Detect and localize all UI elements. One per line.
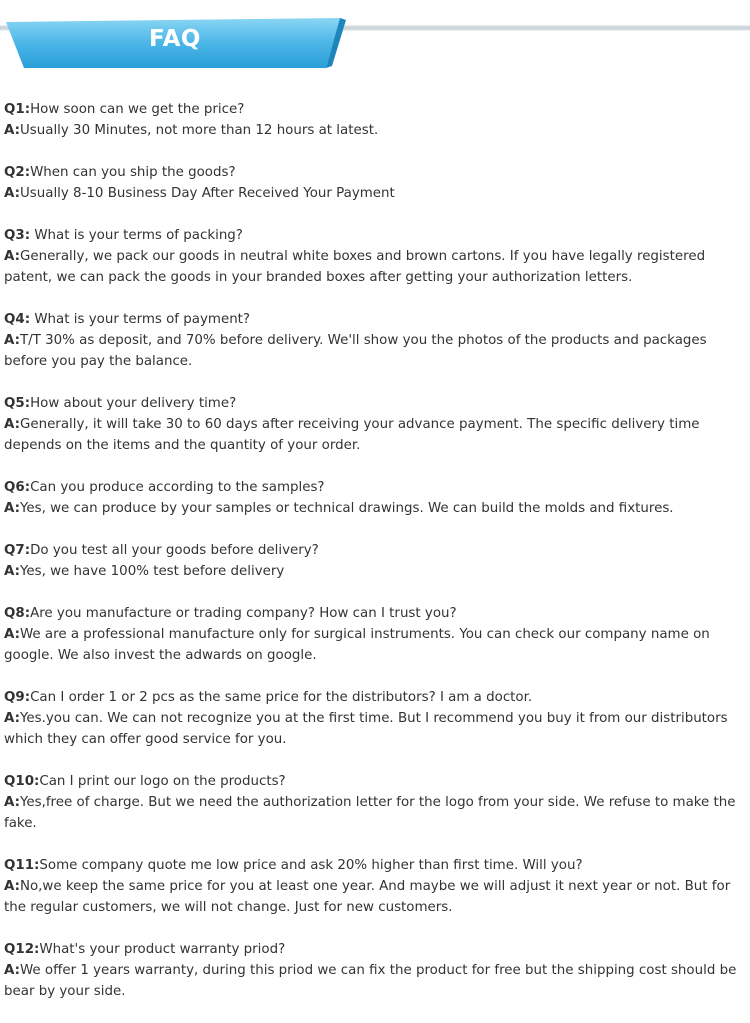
answer-line — [4, 246, 748, 288]
question-line — [4, 309, 748, 330]
faq-list — [4, 99, 748, 1023]
question-line — [4, 225, 748, 246]
question-tag: Q5: — [4, 396, 31, 411]
faq-item — [4, 162, 748, 204]
faq-item — [4, 687, 748, 750]
question-text: Can I print our logo on the products? — [39, 774, 286, 789]
faq-item — [4, 225, 748, 288]
answer-text: Yes, we have 100% test before delivery — [19, 564, 285, 579]
question-tag: Q7: — [4, 543, 31, 558]
answer-text: Usually 30 Minutes, not more than 12 hours at latest. — [19, 123, 379, 138]
answer-text: Yes,free of charge. But we need the authorization letter for the logo from your side. We refuse to make the fake. — [4, 795, 736, 831]
faq-item — [4, 603, 748, 666]
question-tag: Q4: — [4, 312, 31, 327]
question-text: When can you ship the goods? — [30, 165, 236, 180]
answer-line — [4, 960, 748, 1002]
answer-tag: A: — [4, 501, 20, 516]
question-line — [4, 477, 748, 498]
answer-line — [4, 414, 748, 456]
answer-line — [4, 624, 748, 666]
answer-tag: A: — [4, 333, 20, 348]
question-text: What is your terms of packing? — [30, 228, 243, 243]
question-tag: Q11: — [4, 858, 40, 873]
question-tag: Q1: — [4, 102, 31, 117]
question-text: Some company quote me low price and ask 20% higher than first time. Will you? — [39, 858, 583, 873]
faq-item — [4, 477, 748, 519]
answer-text: Generally, we pack our goods in neutral white boxes and brown cartons. If you have legally registered patent, we can pack the goods in your branded boxes after getting your authorization letters. — [4, 249, 706, 285]
question-line — [4, 771, 748, 792]
answer-text: T/T 30% as deposit, and 70% before delivery. We'll show you the photos of the products and packages before you pay the balance. — [4, 333, 707, 369]
answer-text: No,we keep the same price for you at least one year. And maybe we will adjust it next year or not. But for the regular customers, we will not change. Just for new customers. — [4, 879, 731, 915]
answer-text: We are a professional manufacture only for surgical instruments. You can check our company name on google. We also invest the adwards on google. — [4, 627, 710, 663]
answer-line — [4, 330, 748, 372]
faq-item — [4, 540, 748, 582]
question-line — [4, 855, 748, 876]
question-tag: Q2: — [4, 165, 31, 180]
question-text: How about your delivery time? — [30, 396, 237, 411]
question-text: Are you manufacture or trading company? How can I trust you? — [30, 606, 457, 621]
answer-tag: A: — [4, 564, 20, 579]
answer-tag: A: — [4, 186, 20, 201]
faq-title: FAQ — [149, 26, 201, 52]
question-tag: Q6: — [4, 480, 31, 495]
question-line — [4, 540, 748, 561]
question-tag: Q8: — [4, 606, 31, 621]
question-line — [4, 603, 748, 624]
question-tag: Q3: — [4, 228, 31, 243]
answer-line — [4, 792, 748, 834]
answer-tag: A: — [4, 795, 20, 810]
answer-tag: A: — [4, 123, 20, 138]
answer-text: Yes, we can produce by your samples or technical drawings. We can build the molds and fixtures. — [19, 501, 674, 516]
question-text: Do you test all your goods before delivery? — [30, 543, 319, 558]
question-tag: Q10: — [4, 774, 40, 789]
faq-item — [4, 855, 748, 918]
question-line — [4, 393, 748, 414]
question-text: Can you produce according to the samples? — [30, 480, 325, 495]
faq-header — [0, 0, 750, 90]
answer-line — [4, 708, 748, 750]
question-line — [4, 162, 748, 183]
faq-item — [4, 309, 748, 372]
answer-text: We offer 1 years warranty, during this priod we can fix the product for free but the shipping cost should be bear by your side. — [4, 963, 737, 999]
answer-line — [4, 498, 748, 519]
faq-item — [4, 771, 748, 834]
answer-text: Usually 8-10 Business Day After Received Your Payment — [19, 186, 395, 201]
question-text: How soon can we get the price? — [30, 102, 245, 117]
answer-tag: A: — [4, 249, 20, 264]
question-tag: Q9: — [4, 690, 31, 705]
question-text: What's your product warranty priod? — [39, 942, 286, 957]
answer-line — [4, 876, 748, 918]
question-line — [4, 99, 748, 120]
question-line — [4, 687, 748, 708]
faq-item — [4, 939, 748, 1002]
answer-line — [4, 561, 748, 582]
answer-text: Generally, it will take 30 to 60 days after receiving your advance payment. The specific delivery time depends on the items and the quantity of your order. — [4, 417, 700, 453]
answer-tag: A: — [4, 879, 20, 894]
faq-item — [4, 99, 748, 141]
answer-tag: A: — [4, 417, 20, 432]
answer-text: Yes.you can. We can not recognize you at the first time. But I recommend you buy it from our distributors which they can offer good service for you. — [4, 711, 728, 747]
faq-item — [4, 393, 748, 456]
answer-line — [4, 183, 748, 204]
question-tag: Q12: — [4, 942, 40, 957]
answer-line — [4, 120, 748, 141]
question-text: Can I order 1 or 2 pcs as the same price for the distributors? I am a doctor. — [30, 690, 533, 705]
answer-tag: A: — [4, 711, 20, 726]
question-text: What is your terms of payment? — [30, 312, 251, 327]
answer-tag: A: — [4, 963, 20, 978]
answer-tag: A: — [4, 627, 20, 642]
question-line — [4, 939, 748, 960]
